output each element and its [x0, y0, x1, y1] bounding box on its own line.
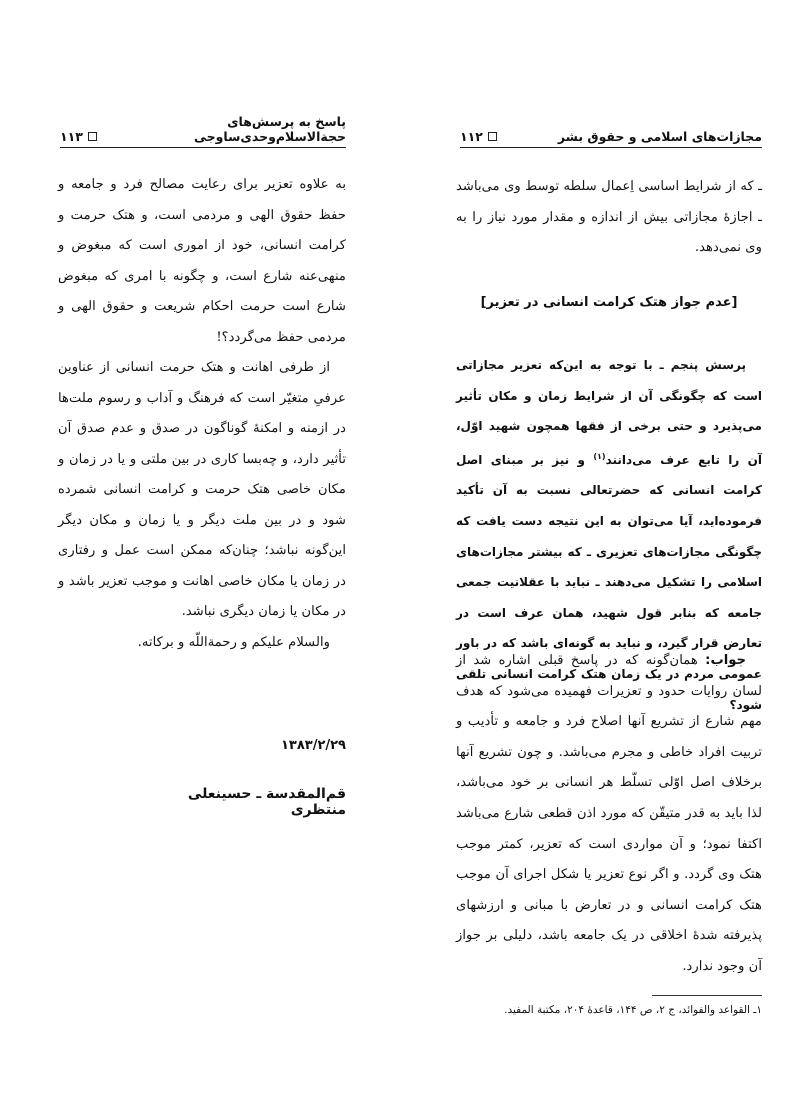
left-page-number: ۱۱۳ — [60, 129, 83, 144]
question-text-part1: با توجه به این‌که تعزیر مجازاتی است که چگونگی آن از شرایط زمان و مکان تأثیر می‌پذیرد و حتی برخی از فقها همچون شهید اوّل، آن را تابع عرف می‌دانند — [456, 358, 762, 467]
intro-paragraph: ـ که از شرایط اساسی اِعمال سلطه توسط وی می‌باشد ـ اجازهٔ مجازاتی بیش از اندازه و مقدار مورد نیاز را به وی نمی‌دهد. — [456, 179, 762, 255]
left-page-number-group — [60, 129, 97, 144]
left-running-title: پاسخ به پرسش‌های حجةالاسلام‌و‌حدی‌ساوجی — [193, 114, 346, 144]
square-box-icon — [88, 132, 97, 141]
right-page-number-group — [460, 129, 497, 144]
answer-block — [456, 646, 762, 983]
letter-date: ۱۳۸۳/۲/۲۹ — [280, 738, 346, 753]
left-page-header — [60, 114, 346, 148]
square-box-icon — [488, 132, 497, 141]
footnote-divider — [652, 995, 762, 996]
closing-salutation: والسلام علیکم و رحمة‌اللّه و برکاته. — [137, 634, 330, 650]
answer-text: همان‌گونه که در پاسخ قبلی اشاره شد از لسان روایات حدود و تعزیرات فهمیده می‌شود که هدف مهم شارع از تشریع آنها اصلاح فرد و جامعه و تأدیب و تربیت افراد خاطی و مجرم می‌باشد. و چون تشریع آنها برخلاف اصل اوّلی تسلّط هر انسانی بر خود می‌باشد، لذا باید به قدر متیقّن که مورد اذن قطعی شارع می‌باشد اکتفا نمود؛ و آن مواردی است که تعزیر، کمتر موجب هتک وی گردد. و اگر نوع تعزیر یا شکل اجرای آن موجب هتک کرامت انسانی و در تعارض با مبانی و ارزشهای پذیرفته شدهٔ اخلاقی در یک جامعه باشد، دلیلی بر جواز آن وجود ندارد. — [456, 653, 762, 974]
answer-lead: جواب: — [705, 653, 746, 668]
section-title: [عدم جواز هتک کرامت انسانی در تعزیر] — [480, 295, 738, 310]
right-running-title: مجازات‌های اسلامی و حقوق بشر — [557, 129, 762, 144]
left-body-text — [58, 170, 346, 658]
left-paragraph-1: به علاوه تعزیر برای رعایت مصالح فرد و جامعه و حفظ حقوق الهی و مردمی است، و هتک حرمت و کرامت انسانی، خود از اموری است که مبغوض و منهی‌عنه شارع است، و چگونه با امری که مبغوض شارع است حرمت احکام شریعت و حقوق الهی و مردمی حفظ می‌گردد؟! — [58, 177, 346, 345]
right-page-number: ۱۱۲ — [460, 129, 483, 144]
footnote-marker[interactable]: (۱) — [593, 451, 606, 461]
right-page-header — [460, 122, 762, 148]
right-page — [400, 0, 800, 1100]
answer-paragraph — [456, 646, 762, 983]
footnote-text: ۱ـ القواعد والفوائد، ج ۲، ص ۱۴۴، قاعدهٔ ۲۰۴، مکتبة المفید. — [504, 1004, 762, 1016]
right-intro-text — [456, 172, 762, 264]
signature-line: قم‌المقدسة ـ حسینعلی منتظری — [187, 786, 346, 818]
left-paragraph-2: از طرفی اهانت و هتک حرمت انسانی از عناوین عرفیِ متغیّر است که فرهنگ و آداب و رسوم ملت‌ها در ازمنه و امکنهٔ گوناگون در صدق و عدم صدق آن تأثیر دارد، و چه‌بسا کاری در بین ملتی و یا در زمان و مکان خاصی هتک حرمت و کرامت انسانی شمرده شود و در بین ملت دیگر و یا زمان و مکان دیگر این‌گونه نباشد؛ چنان‌که ممکن است عمل و رفتاری در زمان یا مکان خاصی اهانت و موجب تعزیر باشد و در مکان یا زمان دیگری نباشد. — [58, 360, 346, 619]
question-lead: پرسش پنجم ـ — [659, 358, 746, 372]
question-text-part2: و نیز بر مبنای اصل کرامت انسانی که حضرتعالی نسبت به آن تأکید فرموده‌اید، آیا می‌توان به این نتیجه دست یافت که چگونگی مجازات‌های تعزیری ـ که بیشتر مجازات‌های اسلامی را تشکیل می‌دهند ـ نباید با عقلانیت جمعی جامعه که بنابر قول شهید، همان عرف است در تعارض قرار گیرد، و نباید به گونه‌ای باشد که در باور عمومی مردم در یک زمان هتک کرامت انسانی تلقی شود؟ — [456, 452, 762, 712]
